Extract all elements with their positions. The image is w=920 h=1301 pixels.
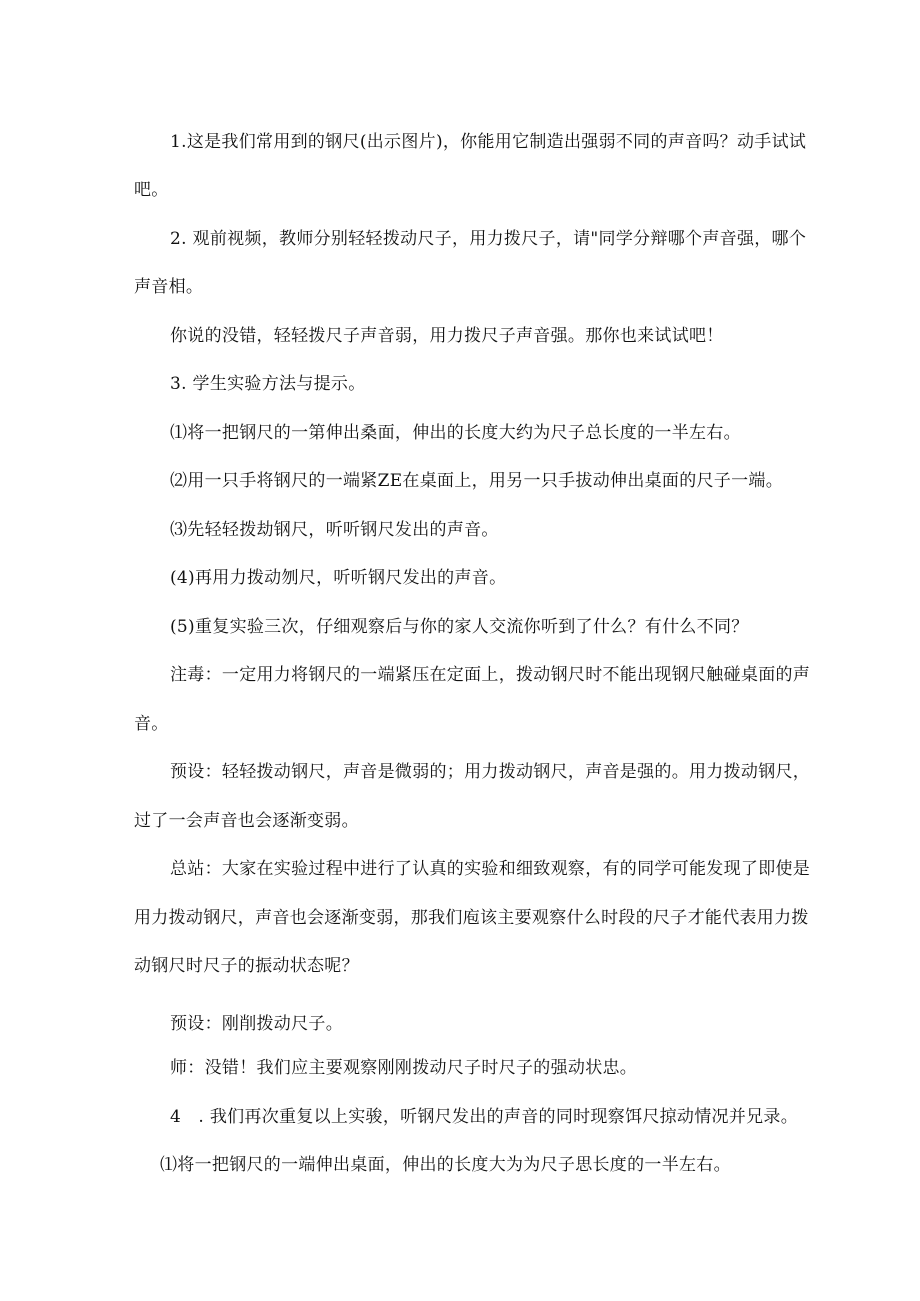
step-1: ⑴将一把钢尺的一第伸出桑面，伸出的长度大约为尺子总长度的一半左右。 <box>170 423 741 443</box>
paragraph-2-line-2: 声音相。 <box>134 277 204 297</box>
preset-1-line-2: 过了一会声音也会逐渐变弱。 <box>134 811 359 831</box>
step-5: (5)重复实验三次，仔细观察后与你的家人交流你听到了什么？有什么不同？ <box>170 617 749 637</box>
heading-4: 4 . 我们再次重复以上实骏，听钢尺发出的声音的同时现察饵尺掠动情况并兄录。 <box>170 1107 799 1127</box>
step-4: (4)再用力拨动刎尺，听听钢尺发出的声音。 <box>170 568 507 588</box>
step-4-1: ⑴将一把钢尺的一端伸出桌面，伸出的长度大为为尺子思长度的一半左右。 <box>160 1155 731 1175</box>
note-line-1: 注毒：一定用力将钢尺的一端紧压在定面上，拨动钢尺时不能出现钢尺触碰桌面的声 <box>170 665 811 685</box>
preset-1-line-1: 预设：轻轻拨动钢尺，声音是微弱的；用力拨动钢尺，声音是强的。用力拨动钢尺， <box>170 762 811 782</box>
paragraph-1-line-2: 吧。 <box>134 180 169 200</box>
paragraph-3: 你说的没错，轻轻拨尺子声音弱，用力拨尺子声音强。那你也来试试吧！ <box>170 326 724 346</box>
summary-line-1: 总站：大家在实验过程中进行了认真的实验和细致观察，有的同学可能发现了即使是 <box>170 859 811 879</box>
teacher-line: 师：没错！我们应主要观察刚刚拨动尺子时尺子的强动状忠。 <box>170 1058 638 1078</box>
note-line-2: 音。 <box>134 714 169 734</box>
summary-line-3: 动钢尺时尺子的振动状态呢？ <box>134 956 359 976</box>
heading-3: 3. 学生实验方法与提示。 <box>170 374 366 394</box>
paragraph-2-line-1: 2. 观前视频，教师分别轻轻拨动尺子，用力拨尺子，请"同学分辩哪个声音强，哪个 <box>170 229 807 249</box>
step-3: ⑶先轻轻拨劫钢尺，听听钢尺发出的声音。 <box>170 520 499 540</box>
step-2: ⑵用一只手将钢尺的一端紧ZE在桌面上，用另一只手拔动伸出桌面的尺子一端。 <box>170 471 784 491</box>
paragraph-1-line-1: 1.这是我们常用到的钢尺(出示图片)，你能用它制造出强弱不同的声音吗？动手试试 <box>170 132 807 152</box>
summary-line-2: 用力拨动钢尺，声音也会逐渐变弱，那我们庖该主要观察什么时段的尺子才能代表用力拨 <box>134 908 809 928</box>
preset-2: 预设：刚削拨动尺子。 <box>170 1014 343 1034</box>
